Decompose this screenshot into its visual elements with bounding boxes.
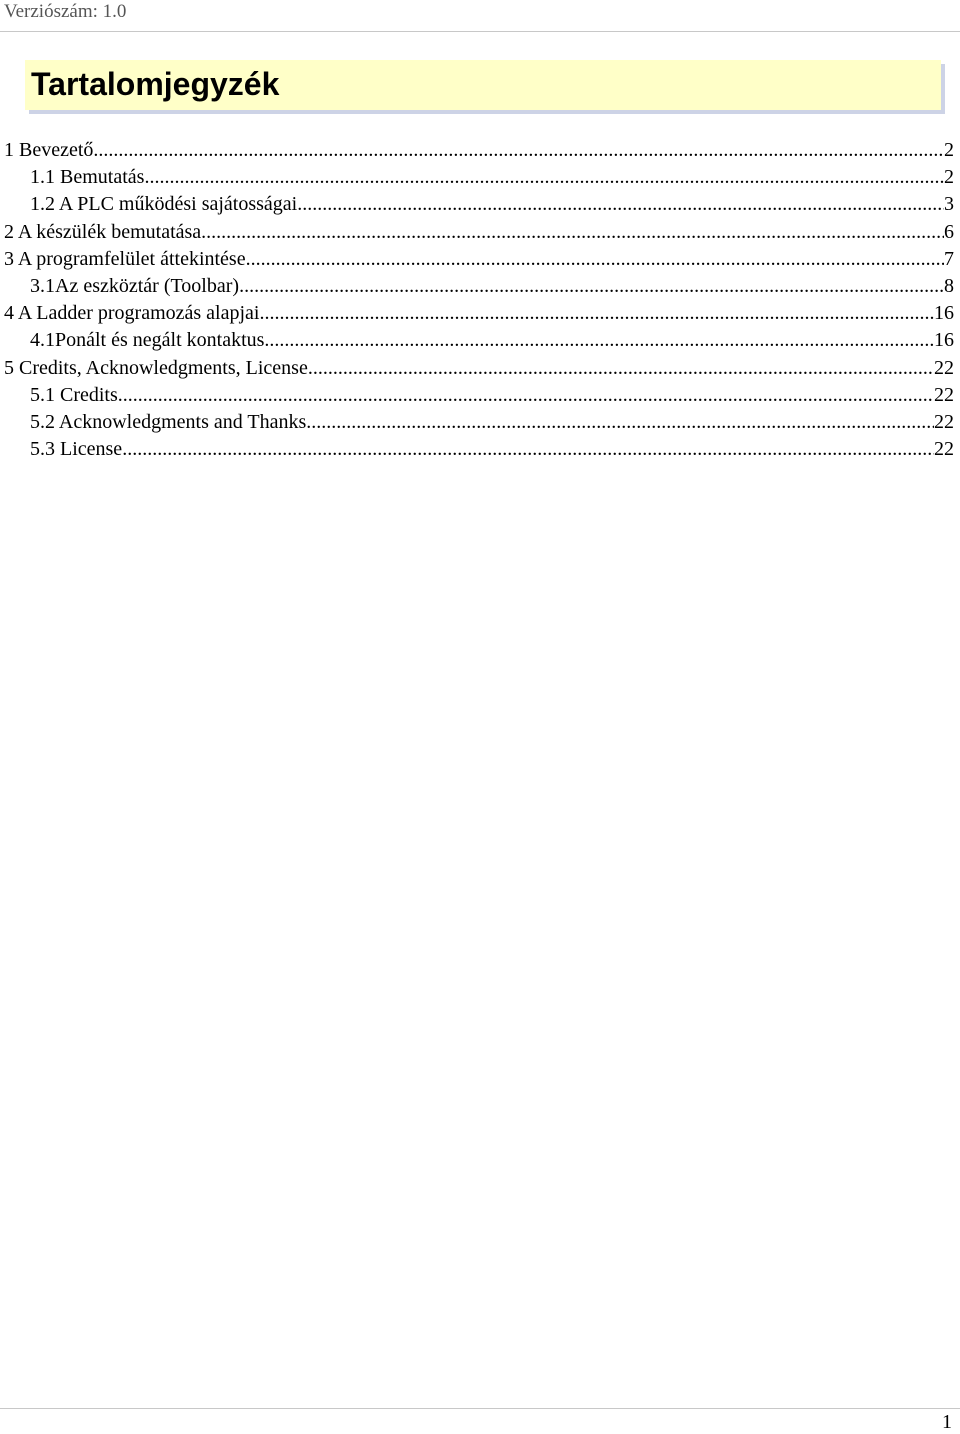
toc-entry[interactable]: [4, 191, 954, 218]
toc-entry[interactable]: [4, 164, 954, 191]
toc-dot-leader: [259, 300, 934, 327]
toc-dot-leader: [93, 137, 944, 164]
toc-entry[interactable]: [4, 246, 954, 273]
toc-entry[interactable]: [4, 409, 954, 436]
toc-dot-leader: [306, 409, 934, 436]
toc-dot-leader: [264, 327, 934, 354]
toc-dot-leader: [308, 355, 934, 382]
toc-entry-label: 1.2 A PLC működési sajátosságai: [30, 193, 298, 216]
toc-entry-label: 2 A készülék bemutatása: [4, 220, 202, 243]
toc-entry-label: 1 Bevezető: [4, 139, 94, 161]
toc-dot-leader: [297, 191, 944, 218]
toc-entry-page: 22: [934, 383, 954, 406]
toc-entry-page: 8: [944, 274, 954, 297]
toc-entry-page: 22: [934, 356, 954, 379]
toc-entry[interactable]: [4, 436, 954, 463]
toc-entry[interactable]: [4, 137, 954, 164]
toc-dot-leader: [201, 219, 944, 246]
toc-entry-label: 3.1Az eszköztár (Toolbar): [30, 274, 240, 297]
toc-dot-leader: [239, 273, 944, 300]
toc-entry-label: 3 A programfelület áttekintése: [4, 247, 246, 270]
toc-dot-leader: [118, 382, 934, 409]
toc-entry[interactable]: [4, 327, 954, 354]
toc-entry-page: 16: [934, 329, 954, 352]
toc-entry-page: 7: [944, 247, 954, 270]
toc-entry[interactable]: [4, 219, 954, 246]
toc-entry[interactable]: [4, 382, 954, 409]
toc-entry-label: 5.3 License: [30, 438, 123, 461]
toc-entry-page: 16: [934, 302, 954, 325]
page-number: 1: [942, 1411, 952, 1433]
toc-entry[interactable]: [4, 273, 954, 300]
toc-entry-page: 22: [934, 438, 954, 461]
toc-title-box: [25, 60, 941, 110]
version-label: Verziószám: 1.0: [4, 1, 127, 22]
toc-entry-label: 4 A Ladder programozás alapjai: [4, 302, 260, 325]
toc-entry-label: 5 Credits, Acknowledgments, License: [4, 356, 308, 379]
toc-entry-label: 4.1Ponált és negált kontaktus: [30, 329, 265, 352]
toc-dot-leader: [246, 246, 944, 273]
toc-dot-leader: [144, 164, 944, 191]
toc-entry-page: 3: [944, 193, 954, 216]
footer-divider: [0, 1408, 960, 1409]
toc-entry[interactable]: [4, 300, 954, 327]
header-divider: [0, 31, 960, 32]
toc-dot-leader: [122, 436, 934, 463]
toc-entry-label: 1.1 Bemutatás: [30, 166, 145, 189]
toc-entry-page: 22: [934, 410, 954, 433]
toc-entry[interactable]: [4, 355, 954, 382]
toc-entry-label: 5.1 Credits: [30, 383, 118, 406]
toc-entry-page: 6: [944, 220, 954, 243]
table-of-contents: [4, 137, 954, 463]
page-title: Tartalomjegyzék: [31, 66, 280, 102]
toc-entry-page: 2: [944, 166, 954, 189]
toc-entry-label: 5.2 Acknowledgments and Thanks: [30, 410, 307, 433]
toc-entry-page: 2: [944, 139, 954, 161]
